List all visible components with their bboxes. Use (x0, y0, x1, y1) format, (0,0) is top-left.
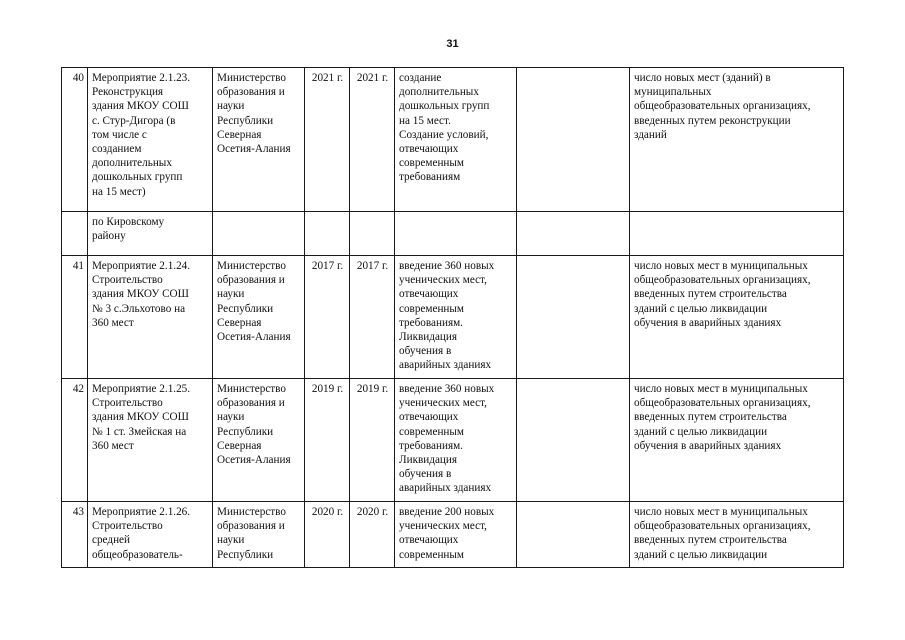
cell-text-line: образования и (217, 86, 285, 99)
end-year-cell (350, 212, 395, 256)
cell-text-line: 360 мест (92, 439, 134, 452)
program-measures-table (61, 67, 844, 568)
cell-text-line: науки (217, 534, 245, 547)
cell-text-line: современным (399, 548, 465, 561)
cell-text-line: обучения в (399, 345, 452, 358)
cell-text-line: Министерство (217, 506, 286, 518)
cell-text-line: дошкольных групп (399, 100, 490, 113)
measure-name-cell (88, 68, 213, 212)
cell-text-line: Мероприятие 2.1.24. (92, 260, 191, 272)
cell-text-line: число новых мест в муниципальных (634, 506, 808, 518)
cell-text-line: введение 360 новых (399, 383, 495, 395)
cell-text-line: науки (217, 411, 245, 424)
cell-text-line: на 15 мест. (399, 114, 451, 127)
cell-text-line: общеобразовательных организациях, (634, 274, 811, 287)
cell-text-line: введенных путем реконструкции (634, 114, 791, 127)
cell-text-line: зданий (634, 128, 667, 141)
expected-result-cell (395, 68, 517, 212)
cell-text-line: Республики (217, 302, 274, 315)
cell-text-line: ученических мест, (399, 520, 487, 533)
cell-text-line: современным (399, 302, 465, 315)
cell-text-line: обучения в (399, 468, 452, 481)
cell-text-line: № 3 с.Эльхотово на (92, 302, 186, 315)
cell-text-line: зданий с целью ликвидации (634, 425, 768, 438)
cell-text-line: обучения в аварийных зданиях (634, 316, 782, 329)
cell-text-line: отвечающих (399, 411, 459, 424)
cell-text-line: науки (217, 100, 245, 113)
start-year-cell: 2019 г. (305, 379, 350, 502)
page-number: 31 (446, 38, 459, 50)
cell-text-line: Строительство (92, 397, 163, 410)
cell-text-line: аварийных зданиях (399, 482, 492, 495)
cell-text-line: образования и (217, 274, 285, 287)
cell-text-line: введенных путем строительства (634, 411, 787, 424)
cell-text-line: дополнительных (92, 157, 172, 170)
indicator-link-cell (630, 379, 844, 502)
cell-text-line: ученических мест, (399, 397, 487, 410)
consequence-cell (517, 68, 630, 212)
executor-cell (213, 68, 305, 212)
cell-text-line: здания МКОУ СОШ (92, 288, 189, 301)
end-year-cell: 2021 г. (350, 68, 395, 212)
table-row (62, 379, 844, 502)
cell-text-line: требованиям. (399, 316, 463, 329)
start-year-cell: 2017 г. (305, 256, 350, 379)
cell-text-line: создание (399, 72, 442, 84)
cell-text-line: району (92, 230, 126, 243)
start-year-cell: 2020 г. (305, 502, 350, 568)
cell-text-line: муниципальных (634, 86, 712, 99)
measure-name-cell (88, 379, 213, 502)
cell-text-line: Министерство (217, 383, 286, 395)
table-row (62, 212, 844, 256)
cell-text-line: образования и (217, 397, 285, 410)
cell-text-line: число новых мест в муниципальных (634, 383, 808, 395)
cell-text-line: требованиям (399, 171, 461, 184)
indicator-link-cell (630, 502, 844, 568)
cell-text-line: Республики (217, 425, 274, 438)
cell-text-line: число новых мест (зданий) в (634, 72, 771, 84)
cell-text-line: Ликвидация (399, 331, 458, 344)
cell-text-line: Мероприятие 2.1.23. (92, 72, 191, 84)
cell-text-line: 360 мест (92, 316, 134, 329)
row-number-cell: 42 (62, 379, 88, 502)
table-row (62, 256, 844, 379)
cell-text-line: общеобразовательных организациях, (634, 397, 811, 410)
cell-text-line: Мероприятие 2.1.25. (92, 383, 191, 395)
cell-text-line: требованиям. (399, 439, 463, 452)
cell-text-line: число новых мест в муниципальных (634, 260, 808, 272)
row-number-cell: 41 (62, 256, 88, 379)
measure-name-cell (88, 502, 213, 568)
cell-text-line: введенных путем строительства (634, 288, 787, 301)
cell-text-line: средней (92, 534, 131, 547)
cell-text-line: ученических мест, (399, 274, 487, 287)
table-row (62, 502, 844, 568)
indicator-link-cell (630, 256, 844, 379)
cell-text-line: зданий с целью ликвидации (634, 302, 768, 315)
expected-result-cell (395, 212, 517, 256)
cell-text-line: том числе с (92, 128, 147, 141)
cell-text-line: Мероприятие 2.1.26. (92, 506, 191, 518)
cell-text-line: № 1 ст. Змейская на (92, 425, 187, 438)
end-year-cell: 2017 г. (350, 256, 395, 379)
indicator-link-cell (630, 212, 844, 256)
measure-name-cell (88, 256, 213, 379)
cell-text-line: современным (399, 157, 465, 170)
cell-text-line: общеобразователь- (92, 548, 183, 561)
cell-text-line: введенных путем строительства (634, 534, 787, 547)
cell-text-line: с. Стур-Дигора (в (92, 114, 176, 127)
start-year-cell (305, 212, 350, 256)
consequence-cell (517, 379, 630, 502)
cell-text-line: Осетия-Алания (217, 143, 291, 156)
cell-text-line: дошкольных групп (92, 171, 183, 184)
cell-text-line: здания МКОУ СОШ (92, 100, 189, 113)
cell-text-line: отвечающих (399, 288, 459, 301)
cell-text-line: Северная (217, 128, 262, 141)
cell-text-line: общеобразовательных организациях, (634, 100, 811, 113)
cell-text-line: введение 200 новых (399, 506, 495, 518)
cell-text-line: Министерство (217, 260, 286, 272)
cell-text-line: созданием (92, 143, 142, 156)
indicator-link-cell (630, 68, 844, 212)
executor-cell (213, 379, 305, 502)
expected-result-cell (395, 256, 517, 379)
cell-text-line: по Кировскому (92, 216, 165, 228)
row-number-cell (62, 212, 88, 256)
cell-text-line: Ликвидация (399, 454, 458, 467)
cell-text-line: Северная (217, 316, 262, 329)
cell-text-line: Создание условий, (399, 128, 489, 141)
cell-text-line: образования и (217, 520, 285, 533)
consequence-cell (517, 256, 630, 379)
consequence-cell (517, 502, 630, 568)
cell-text-line: Министерство (217, 72, 286, 84)
executor-cell (213, 502, 305, 568)
cell-text-line: отвечающих (399, 143, 459, 156)
end-year-cell: 2020 г. (350, 502, 395, 568)
end-year-cell: 2019 г. (350, 379, 395, 502)
row-number-cell: 40 (62, 68, 88, 212)
cell-text-line: Республики (217, 114, 274, 127)
cell-text-line: Осетия-Алания (217, 331, 291, 344)
cell-text-line: аварийных зданиях (399, 359, 492, 372)
expected-result-cell (395, 379, 517, 502)
cell-text-line: здания МКОУ СОШ (92, 411, 189, 424)
cell-text-line: Реконструкция (92, 86, 164, 99)
cell-text-line: введение 360 новых (399, 260, 495, 272)
cell-text-line: Осетия-Алания (217, 454, 291, 467)
cell-text-line: Республики (217, 548, 274, 561)
cell-text-line: общеобразовательных организациях, (634, 520, 811, 533)
executor-cell (213, 212, 305, 256)
cell-text-line: на 15 мест) (92, 185, 146, 198)
consequence-cell (517, 212, 630, 256)
cell-text-line: современным (399, 425, 465, 438)
cell-text-line: дополнительных (399, 86, 479, 99)
cell-text-line: зданий с целью ликвидации (634, 548, 768, 561)
row-number-cell: 43 (62, 502, 88, 568)
expected-result-cell (395, 502, 517, 568)
measure-name-cell (88, 212, 213, 256)
cell-text-line: Строительство (92, 274, 163, 287)
cell-text-line: обучения в аварийных зданиях (634, 439, 782, 452)
start-year-cell: 2021 г. (305, 68, 350, 212)
cell-text-line: Строительство (92, 520, 163, 533)
cell-text-line: Северная (217, 439, 262, 452)
executor-cell (213, 256, 305, 379)
cell-text-line: отвечающих (399, 534, 459, 547)
table-row (62, 68, 844, 212)
cell-text-line: науки (217, 288, 245, 301)
